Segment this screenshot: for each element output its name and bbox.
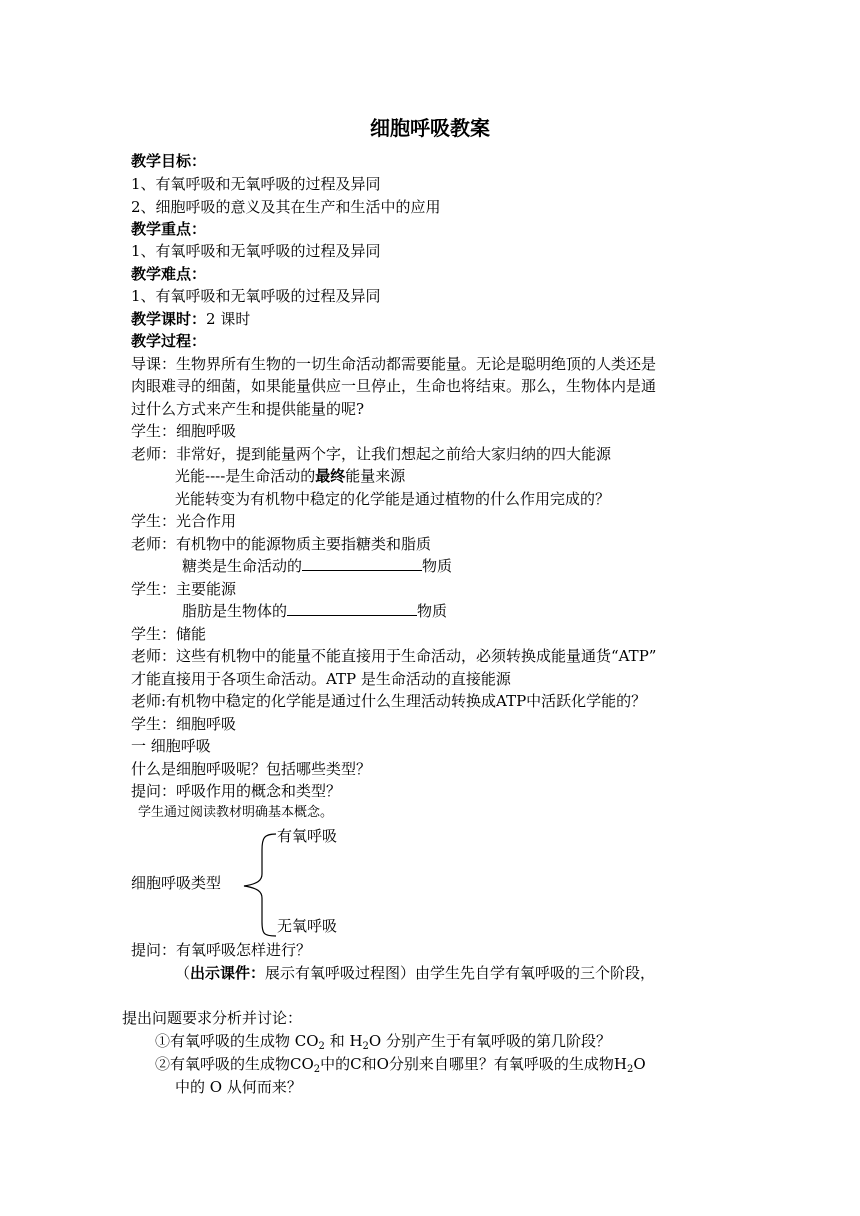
type-anaerobic: 无氧呼吸: [277, 917, 338, 935]
d2-sub2: 2: [627, 1064, 634, 1075]
d1-a: ①有氧呼吸的生成物 CO: [155, 1032, 319, 1050]
difficulty-heading: 教学难点：: [131, 265, 207, 283]
intro-line-1: 导课：生物界所有生物的一切生命活动都需要能量。无论是聪明绝顶的人类还是: [131, 355, 657, 373]
sugar-text: 糖类是生命活动的: [182, 557, 303, 575]
discuss-item-2: [155, 1054, 646, 1074]
fill-blank-2[interactable]: [287, 601, 417, 616]
discuss-line: 提出问题要求分析并讨论：: [122, 1009, 303, 1027]
student-line-3: 学生：主要能源: [131, 580, 237, 598]
d2-b: 中的C和O分别来自哪里？有氧呼吸的生成物H: [320, 1055, 628, 1073]
discuss-item-2b: 中的 O 从何而来？: [175, 1078, 302, 1096]
hours-line: [131, 309, 250, 329]
difficulty-item-1: 1、有氧呼吸和无氧呼吸的过程及异同: [131, 287, 381, 305]
d1-b: 和 H: [324, 1032, 363, 1050]
process-heading: 教学过程：: [131, 332, 207, 350]
page-title: 细胞呼吸教案: [370, 116, 490, 140]
d1-c: O 分别产生于有氧呼吸的第几阶段？: [368, 1032, 611, 1050]
light-energy-text: 光能----是生命活动的: [175, 467, 316, 485]
question-1: 什么是细胞呼吸呢？包括哪些类型？: [131, 760, 372, 778]
question-3: 提问：有氧呼吸怎样进行？: [131, 941, 312, 959]
teacher-line-3b: [182, 601, 447, 621]
teacher-line-1c: 光能转变为有机物中稳定的化学能是通过植物的什么作用完成的？: [175, 490, 611, 508]
teacher-line-2: 老师：有机物中的能源物质主要指糖类和脂质: [131, 535, 432, 553]
key-item-1: 1、有氧呼吸和无氧呼吸的过程及异同: [131, 242, 381, 260]
energy-source-text: 能量来源: [345, 467, 406, 485]
student-line-4: 学生：储能: [131, 625, 207, 643]
teacher-line-1b: [175, 466, 405, 486]
question-2: 提问：呼吸作用的概念和类型？: [131, 782, 342, 800]
teacher-line-4b: 才能直接用于各项生命活动。ATP 是生命活动的直接能源: [131, 670, 511, 688]
student-line-1: 学生：细胞呼吸: [131, 422, 237, 440]
courseware-line: [175, 963, 655, 983]
paren-open: （: [175, 964, 191, 982]
discuss-item-1: [155, 1031, 611, 1051]
reading-note: 学生通过阅读教材明确基本概念。: [138, 805, 334, 820]
d1-sub2: 2: [362, 1041, 369, 1052]
section-heading: 一 细胞呼吸: [131, 737, 211, 755]
teacher-line-4: 老师：这些有机物中的能量不能直接用于生命活动，必须转换成能量通货“ATP”: [131, 647, 657, 665]
intro-line-3: 过什么方式来产生和提供能量的呢?: [131, 400, 365, 418]
fill-blank-1[interactable]: [302, 556, 422, 571]
courseware-bold: 出示课件：: [190, 964, 266, 982]
final-bold-text: 最终: [315, 467, 346, 485]
d2-a: ②有氧呼吸的生成物CO: [155, 1055, 314, 1073]
hours-heading: 教学课时：: [131, 310, 207, 328]
goal-item-2: 2、细胞呼吸的意义及其在生产和生活中的应用: [131, 198, 441, 216]
types-label: 细胞呼吸类型: [131, 874, 222, 892]
type-aerobic: 有氧呼吸: [277, 827, 338, 845]
d2-sub1: 2: [313, 1064, 321, 1075]
student-line-5: 学生：细胞呼吸: [131, 715, 237, 733]
teacher-line-2b: [182, 556, 452, 576]
key-heading: 教学重点：: [131, 220, 207, 238]
d2-c: O: [633, 1055, 646, 1073]
d1-sub1: 2: [318, 1041, 325, 1052]
teacher-line-5: 老师:有机物中稳定的化学能是通过什么生理活动转换成ATP中活跃化学能的？: [131, 692, 647, 710]
courseware-rest: 展示有氧呼吸过程图）由学生先自学有氧呼吸的三个阶段，: [265, 964, 656, 982]
goals-heading: 教学目标：: [131, 152, 207, 170]
teacher-line-1: 老师：非常好，提到能量两个字，让我们想起之前给大家归纳的四大能源: [131, 445, 612, 463]
fat-text: 脂肪是生物体的: [182, 602, 288, 620]
substance-text-2: 物质: [417, 602, 448, 620]
brace-icon: [240, 830, 280, 940]
hours-value: 2 课时: [206, 310, 251, 328]
substance-text-1: 物质: [422, 557, 453, 575]
student-line-2: 学生：光合作用: [131, 512, 237, 530]
goal-item-1: 1、有氧呼吸和无氧呼吸的过程及异同: [131, 175, 381, 193]
intro-line-2: 肉眼难寻的细菌，如果能量供应一旦停止，生命也将结束。那么，生物体内是通: [131, 377, 657, 395]
